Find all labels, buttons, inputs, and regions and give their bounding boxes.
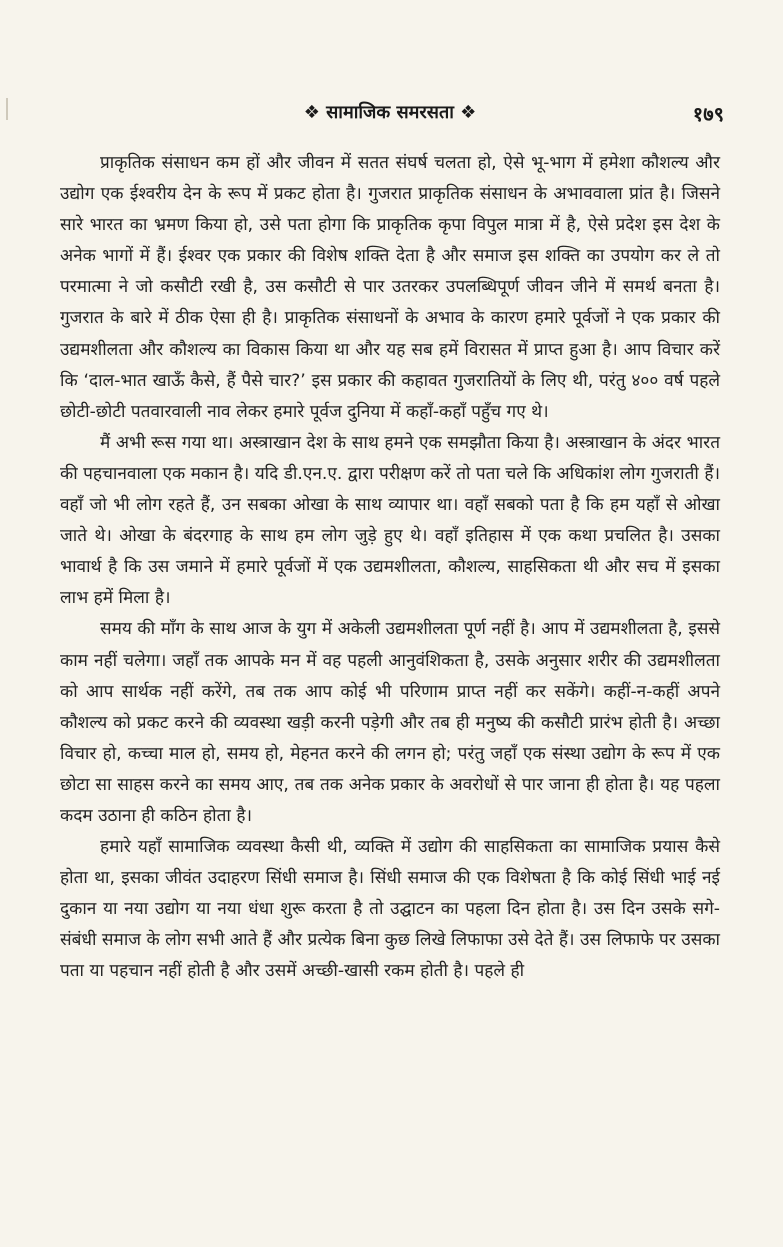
body-text xyxy=(60,148,720,988)
page-header xyxy=(60,100,724,132)
page-edge-mark xyxy=(6,98,8,120)
paragraph: हमारे यहाँ सामाजिक व्यवस्था कैसी थी, व्यक्ति में उद्योग की साहसिकता का सामाजिक प्रयास कैसे होता था, इसका जीवंत उदाहरण सिंधी समाज है। सिंधी समाज की एक विशेषता है कि कोई सिंधी भाई नई दुकान या नया उद्योग या नया धंधा शुरू करता है तो उद्घाटन का पहला दिन होता है। उस दिन उसके सगे-संबंधी समाज के लोग सभी आते हैं और प्रत्येक बिना कुछ लिखे लिफाफा उसे देते हैं। उस लिफाफे पर उसका पता या पहचान नहीं होती है और उसमें अच्छी-खासी रकम होती है। पहले ही xyxy=(60,837,720,982)
paragraph: प्राकृतिक संसाधन कम हों और जीवन में सतत संघर्ष चलता हो, ऐसे भू-भाग में हमेशा कौशल्य और उद्योग एक ईश्वरीय देन के रूप में प्रकट होता है। गुजरात प्राकृतिक संसाधन के अभाववाला प्रांत है। जिसने सारे भारत का भ्रमण किया हो, उसे पता होगा कि प्राकृतिक कृपा विपुल मात्रा में है, ऐसे प्रदेश इस देश के अनेक भागों में हैं। ईश्वर एक प्रकार की विशेष शक्ति देता है और समाज इस शक्ति का उपयोग कर ले तो परमात्मा ने जो कसौटी रखी है, उस कसौटी से पार उतरकर उपलब्धिपूर्ण जीवन जीने में समर्थ बनता है। गुजरात के बारे में ठीक ऐसा ही है। प्राकृतिक संसाधनों के अभाव के कारण हमारे पूर्वजों ने एक प्रकार की उद्यमशीलता और कौशल्य का विकास किया था और यह सब हमें विरासत में प्राप्त हुआ है। आप विचार करें कि ‘दाल-भात खाऊँ कैसे, हैं पैसे चार?’ इस प्रकार की कहावत गुजरातियों के लिए थी, परंतु ४०० वर्ष पहले छोटी-छोटी पतवारवाली नाव लेकर हमारे पूर्वज दुनिया में कहाँ-कहाँ पहुँच गए थे। xyxy=(60,153,720,422)
paragraph: मैं अभी रूस गया था। अस्त्राखान देश के साथ हमने एक समझौता किया है। अस्त्राखान के अंदर भारत की पहचानवाला एक मकान है। यदि डी.एन.ए. द्वारा परीक्षण करें तो पता चले कि अधिकांश लोग गुजराती हैं। वहाँ जो भी लोग रहते हैं, उन सबका ओखा के साथ व्यापार था। वहाँ सबको पता है कि हम यहाँ से ओखा जाते थे। ओखा के बंदरगाह के साथ हम लोग जुड़े हुए थे। वहाँ इतिहास में एक कथा प्रचलित है। उसका भावार्थ है कि उस जमाने में हमारे पूर्वजों में एक उद्यमशीलता, कौशल्य, साहसिकता थी और सच में इसका लाभ हमें मिला है। xyxy=(60,432,720,609)
page-number: १७९ xyxy=(692,102,724,126)
paragraph: समय की माँग के साथ आज के युग में अकेली उद्यमशीलता पूर्ण नहीं है। आप में उद्यमशीलता है, इससे काम नहीं चलेगा। जहाँ तक आपके मन में वह पहली आनुवंशिकता है, उसके अनुसार शरीर की उद्यमशीलता को आप सार्थक नहीं करेंगे, तब तक आप कोई भी परिणाम प्राप्त नहीं कर सकेंगे। कहीं-न-कहीं अपने कौशल्य को प्रकट करने की व्यवस्था खड़ी करनी पड़ेगी और तब ही मनुष्य की कसौटी प्रारंभ होती है। अच्छा विचार हो, कच्चा माल हो, समय हो, मेहनत करने की लगन हो; परंतु जहाँ एक संस्था उद्योग के रूप में एक छोटा सा साहस करने का समय आए, तब तक अनेक प्रकार के अवरोधों से पार जाना ही होता है। यह पहला कदम उठाना ही कठिन होता है। xyxy=(60,619,720,826)
running-head: ❖ सामाजिक समरसता ❖ xyxy=(303,102,477,123)
